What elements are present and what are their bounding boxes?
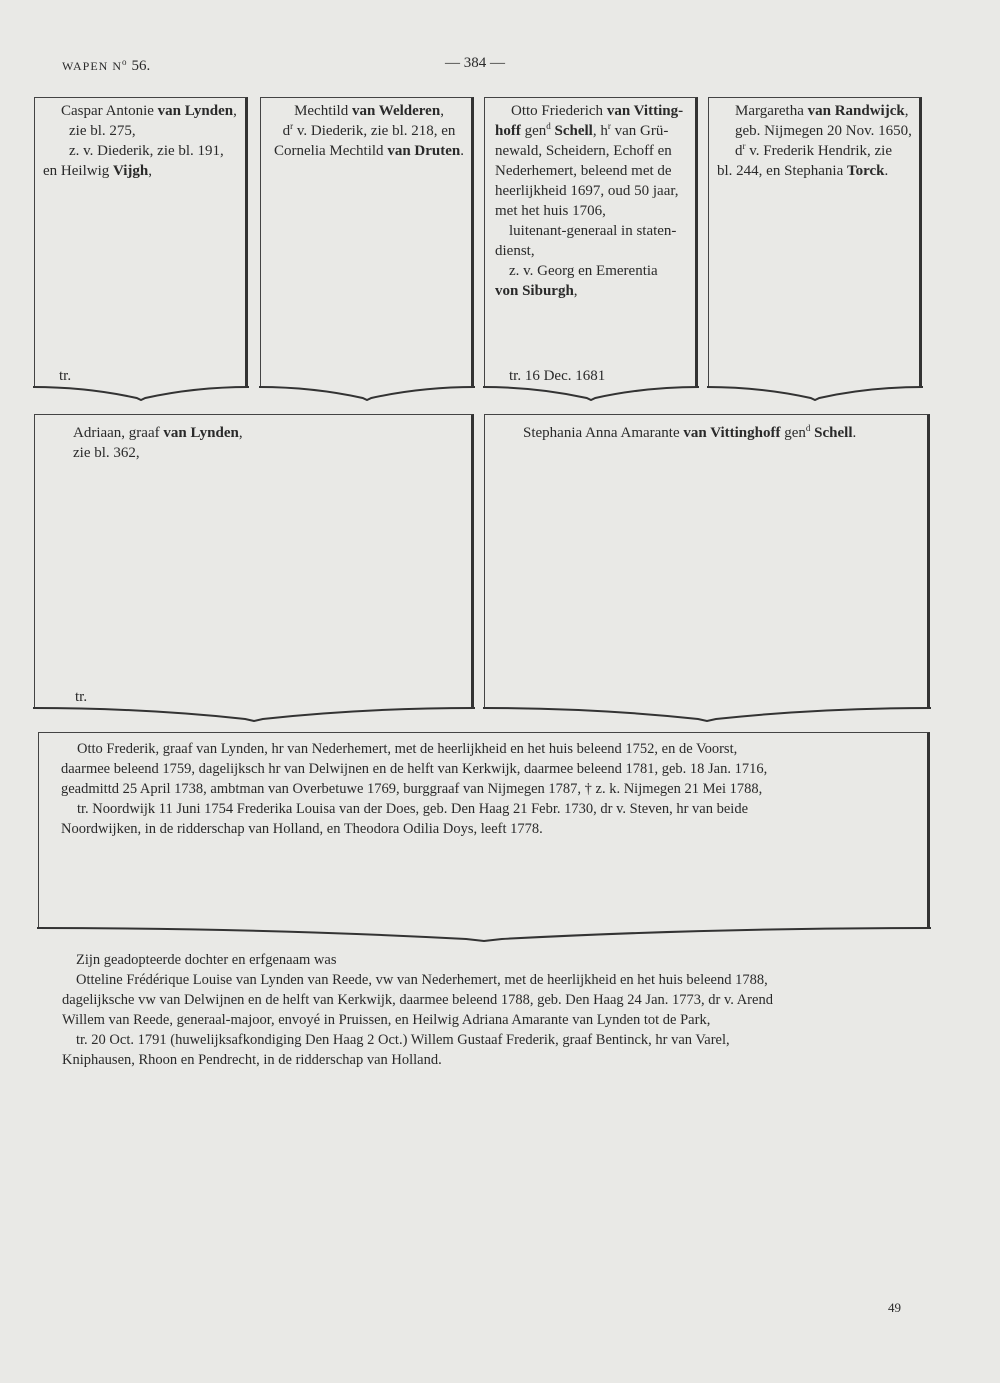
- text-line: [523, 423, 923, 443]
- text-span: Otto Friederich: [511, 103, 607, 119]
- person-box-caspar: [34, 97, 248, 387]
- text-line: heerlijkheid 1697, oud 50 jaar,: [495, 183, 679, 199]
- name-bold: van Vitting-: [606, 103, 684, 119]
- text-span: Margaretha: [735, 103, 808, 119]
- name-bold: van Druten: [387, 143, 461, 159]
- text-line: Nederhemert, beleend met de: [495, 163, 672, 179]
- text-span: d: [282, 123, 291, 139]
- text-line: luitenant-generaal in staten-: [509, 223, 677, 239]
- name-bold: von Siburgh: [495, 283, 574, 299]
- text-line: met het huis 1706,: [495, 203, 606, 219]
- person-box-adriaan: [34, 414, 474, 708]
- name-bold: Schell: [550, 123, 593, 139]
- text-line: geb. Nijmegen 20 Nov. 1650,: [735, 123, 912, 139]
- person-text: [717, 101, 917, 181]
- text-line: [267, 121, 471, 141]
- text-line: Noordwijken, in de ridderschap van Holland, en Theodora Odilia Doys, leeft 1778.: [61, 821, 543, 837]
- text-line: dagelijksche vw van Delwijnen en de helft van Kerkwijk, daarmee beleend 1788, geb. Den Haag 24 Jan. 1773, dr v. Arend: [62, 992, 773, 1008]
- person-text: [495, 101, 693, 301]
- text-span: gen: [780, 425, 806, 441]
- text-line: dienst,: [495, 243, 535, 259]
- text-span: ,: [148, 163, 153, 179]
- text-line: [73, 423, 453, 443]
- name-bold: Torck: [846, 163, 885, 179]
- person-box-mechtild: [260, 97, 474, 387]
- text-line: Otto Frederik, graaf van Lynden, hr van Nederhemert, met de heerlijkheid en het huis beleend 1752, en de Voorst,: [77, 741, 738, 757]
- text-line: [43, 161, 243, 181]
- header-wapen: [62, 58, 150, 75]
- text-span: Stephania Anna Amarante: [523, 425, 684, 441]
- text-line: [43, 101, 243, 121]
- text-span: v. Frederik Hendrik, zie: [745, 143, 892, 159]
- person-text: [43, 101, 243, 181]
- text-line: geadmittd 25 April 1738, ambtman van Overbetuwe 1769, burggraaf van Nijmegen 1787, † z. k. Nijmegen 21 Mei 1788,: [61, 781, 763, 797]
- text-span: ,: [573, 283, 578, 299]
- brace-line: [33, 385, 249, 401]
- person-box-stephania: [484, 414, 930, 708]
- name-bold: van Randwijck: [807, 103, 905, 119]
- marriage-label: tr.: [75, 689, 88, 705]
- text-span: bl. 244, en Stephania: [717, 163, 847, 179]
- text-span: ,: [238, 425, 243, 441]
- text-line: Willem van Reede, generaal-majoor, envoyé in Pruissen, en Heilwig Adriana Amarante van Lynden tot de Park,: [62, 1012, 711, 1028]
- text-span: .: [884, 163, 889, 179]
- text-span: en Heilwig: [43, 163, 113, 179]
- text-line: [717, 141, 917, 161]
- text-line: daarmee beleend 1759, dagelijksch hr van Delwijnen en de helft van Kerkwijk, daarmee beleend 1781, geb. 18 Jan. 1716,: [61, 761, 768, 777]
- text-span: ,: [440, 103, 444, 119]
- marriage-label: tr.: [59, 368, 72, 384]
- adoption-paragraph: [62, 950, 914, 1070]
- text-line: [717, 101, 917, 121]
- text-span: .: [460, 143, 464, 159]
- wapen-number: 56.: [131, 58, 151, 74]
- name-bold: van Lynden: [157, 103, 234, 119]
- text-line: Zijn geadopteerde dochter en erfgenaam was: [76, 952, 337, 968]
- sup: r: [290, 121, 294, 131]
- sup: r: [607, 121, 611, 131]
- text-line: [267, 101, 471, 121]
- text-line: [495, 121, 693, 141]
- text-span: d: [735, 143, 743, 159]
- name-bold: van Welderen: [351, 103, 441, 119]
- text-span: van Grü-: [610, 123, 669, 139]
- person-text: [523, 423, 923, 443]
- marriage-label: tr. 16 Dec. 1681: [509, 368, 606, 384]
- footer-page-number: 49: [888, 1300, 901, 1315]
- brace-line: [483, 385, 699, 401]
- text-line: z. v. Georg en Emerentia: [509, 263, 658, 279]
- text-span: Adriaan, graaf: [73, 425, 164, 441]
- text-line: zie bl. 275,: [69, 123, 136, 139]
- name-bold: Vijgh: [112, 163, 149, 179]
- name-bold: hoff: [495, 123, 521, 139]
- person-box-otto-friederich: [484, 97, 698, 387]
- text-span: ,: [233, 103, 237, 119]
- text-line: [495, 101, 693, 121]
- name-bold: van Lynden: [163, 425, 239, 441]
- text-span: Mechtild: [294, 103, 352, 119]
- text-span: .: [852, 425, 857, 441]
- person-text: [73, 423, 453, 463]
- sup: d: [546, 121, 551, 131]
- text-span: , h: [592, 123, 608, 139]
- text-line: [267, 141, 471, 161]
- text-line: z. v. Diederik, zie bl. 191,: [69, 143, 224, 159]
- text-line: tr. 20 Oct. 1791 (huwelijksafkondiging Den Haag 2 Oct.) Willem Gustaaf Frederik, graaf Bentinck, hr van Varel,: [76, 1032, 730, 1048]
- text-span: Cornelia Mechtild: [274, 143, 388, 159]
- text-span: Caspar Antonie: [61, 103, 158, 119]
- text-span: v. Diederik, zie bl. 218, en: [293, 123, 456, 139]
- name-bold: van Vittinghoff: [683, 425, 781, 441]
- brace-line: [259, 385, 475, 401]
- person-box-otto-frederik: [38, 732, 930, 928]
- text-span: gen: [520, 123, 547, 139]
- person-text: [61, 739, 913, 839]
- wapen-label: WAPEN N: [62, 59, 122, 73]
- brace-line: [483, 706, 931, 722]
- text-line: Otteline Frédérique Louise van Lynden van Reede, vw van Nederhemert, met de heerlijkheid en het huis beleend 1788,: [76, 972, 768, 988]
- text-line: newald, Scheidern, Echoff en: [495, 143, 672, 159]
- text-line: [717, 161, 917, 181]
- text-line: tr. Noordwijk 11 Juni 1754 Frederika Louisa van der Does, geb. Den Haag 21 Febr. 1730, dr v. Steven, hr van beide: [77, 801, 749, 817]
- person-text: [267, 101, 471, 161]
- brace-line: [707, 385, 923, 401]
- sup: r: [742, 141, 746, 151]
- brace-line: [33, 706, 475, 722]
- sup: d: [805, 423, 811, 433]
- header-page-number: — 384 —: [445, 55, 505, 71]
- text-line: Kniphausen, Rhoon en Pendrecht, in de ridderschap van Holland.: [62, 1052, 442, 1068]
- wapen-sup: o: [122, 57, 128, 67]
- person-box-margaretha: [708, 97, 922, 387]
- text-span: ,: [904, 103, 909, 119]
- text-line: [495, 281, 693, 301]
- brace-line: [37, 926, 931, 942]
- text-line: zie bl. 362,: [73, 445, 140, 461]
- name-bold: Schell: [810, 425, 853, 441]
